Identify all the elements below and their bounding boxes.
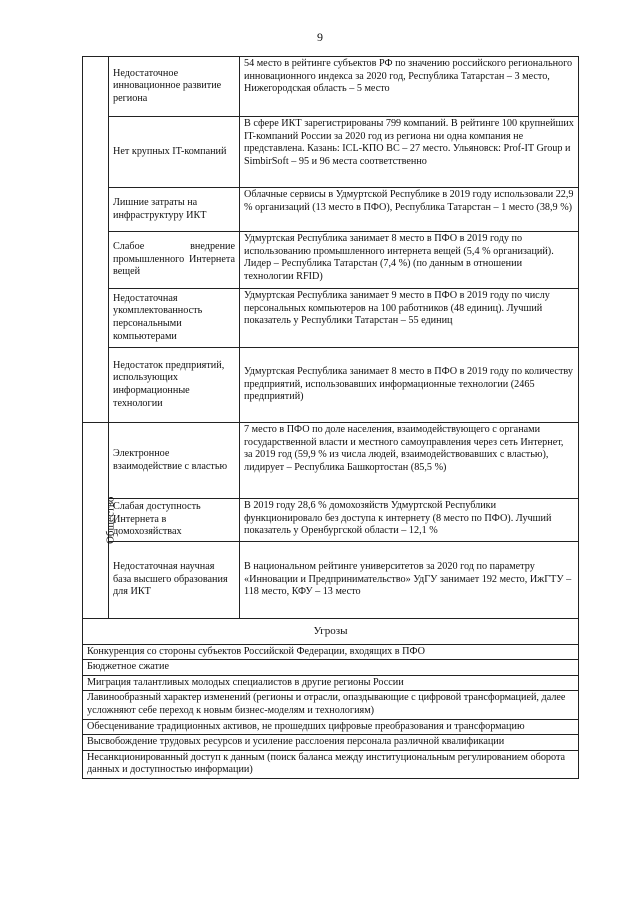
threat-item: Высвобождение трудовых ресурсов и усиление расслоения персонала различной квалификации [83, 735, 579, 751]
weakness-cell: Нет крупных IT-компаний [109, 117, 240, 188]
threat-item: Бюджетное сжатие [83, 660, 579, 676]
threats-header: Угрозы [83, 619, 579, 645]
threat-item: Миграция талантливых молодых специалистов в другие регионы России [83, 675, 579, 691]
page-number: 9 [317, 30, 323, 44]
description-cell: Облачные сервисы в Удмуртской Республике в 2019 году использовали 22,9 % организаций (13 место в ПФО), Республика Татарстан – 1 место (38,9 %) [240, 188, 579, 232]
table-row [83, 289, 579, 348]
table-row [83, 232, 579, 289]
table-row [83, 675, 579, 691]
weakness-cell: Недостаток предприятий, использующих информационные технологии [109, 348, 240, 423]
category-cell [83, 423, 117, 619]
weakness-cell: Электронное взаимодействие с властью [109, 423, 240, 499]
table-row [83, 117, 579, 188]
table-row [83, 188, 579, 232]
category-label: Общество [104, 496, 117, 544]
threat-item: Лавинообразный характер изменений (регионы и отрасли, опаздывающие с цифровой трансформацией, далее усложняют себе переход к новым бизнес-моделям и технологиям) [83, 691, 579, 719]
description-cell: В 2019 году 28,6 % домохозяйств Удмуртской Республики функционировало без доступа к интернету (8 место по ПФО). Лучший показатель у Оренбургской области – 12,1 % [240, 499, 579, 542]
table-row [83, 660, 579, 676]
table-row [83, 423, 579, 499]
table-row [83, 644, 579, 660]
category-cell-continued [83, 57, 109, 423]
swot-table [82, 56, 579, 779]
threats-header-row [83, 619, 579, 645]
threat-item: Несанкционированный доступ к данным (поиск баланса между институциональным регулированием оборота данных и доступностью информации) [83, 750, 579, 778]
table-row [83, 719, 579, 735]
weakness-cell: Недостаточная укомплектованность персональными компьютерами [109, 289, 240, 348]
threat-item: Обесценивание традиционных активов, не прошедших цифровые преобразования и трансформацию [83, 719, 579, 735]
weakness-cell: Слабое внедрение промышленного Интернета вещей [109, 232, 240, 289]
table-row [83, 691, 579, 719]
table-row [83, 735, 579, 751]
description-cell: Удмуртская Республика занимает 8 место в ПФО в 2019 году по количеству предприятий, использовавших информационные технологии (2465 предприятий) [240, 348, 579, 423]
weakness-cell: Недостаточная научная база высшего образования для ИКТ [109, 542, 240, 619]
table-row [83, 542, 579, 619]
table-row [83, 348, 579, 423]
description-cell: 7 место в ПФО по доле населения, взаимодействующего с органами государственной власти и местного самоуправления через сеть Интернет, за 2019 год (59,9 % из числа людей, взаимодействовавших с властью), лидирует – Республика Башкортостан (85,5 %) [240, 423, 579, 499]
weakness-cell: Недостаточное инновационное развитие региона [109, 57, 240, 117]
threat-item: Конкуренция со стороны субъектов Российской Федерации, входящих в ПФО [83, 644, 579, 660]
description-cell: Удмуртская Республика занимает 8 место в ПФО в 2019 году по использованию промышленного интернета вещей (5,4 % организаций). Лидер – Республика Татарстан (7,4 %) (по данным в отношении технологии RFID) [240, 232, 579, 289]
description-cell: Удмуртская Республика занимает 9 место в ПФО в 2019 году по числу персональных компьютеров на 100 работников (48 единиц). Лучший показатель у Республики Татарстан – 55 единиц [240, 289, 579, 348]
description-cell: В сфере ИКТ зарегистрированы 799 компаний. В рейтинге 100 крупнейших IT-компаний России за 2020 год из региона ни одна компания не представлена. Казань: ICL-КПО ВС – 27 место. Ульяновск: Prof-IT Group и SimbirSoft – 95 и 96 места соответственно [240, 117, 579, 188]
table-row [83, 499, 579, 542]
table-row [83, 750, 579, 778]
table-row [83, 57, 579, 117]
description-cell: 54 место в рейтинге субъектов РФ по значению российского регионального инновационного индекса за 2020 год, Республика Татарстан – 3 место, Нижегородская область – 5 место [240, 57, 579, 117]
weakness-cell: Слабая доступность Интернета в домохозяйствах [109, 499, 240, 542]
weakness-cell: Лишние затраты на инфраструктуру ИКТ [109, 188, 240, 232]
description-cell: В национальном рейтинге университетов за 2020 год по параметру «Инновации и Предпринимательство» УдГУ занимает 192 место, ИжГТУ – 118 место, КФУ – 13 место [240, 542, 579, 619]
